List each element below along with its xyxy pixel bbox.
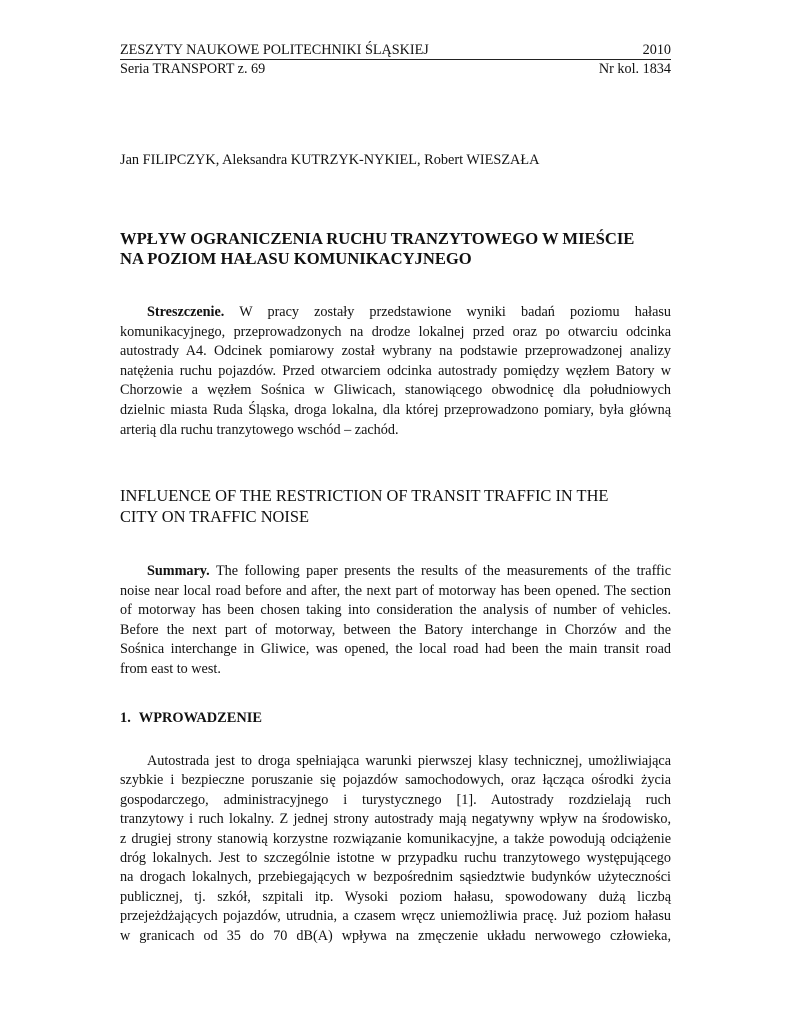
abstract-polish-line: dzielnic miasta Ruda Śląska, droga lokalna, dla której przeprowadzono pomiary, była główną [120, 401, 671, 418]
title-polish-line2: NA POZIOM HAŁASU KOMUNIKACYJNEGO [120, 249, 472, 268]
abstract-english-line: Sośnica interchange in Gliwice, was opened, the local road had been the main transit road [120, 641, 671, 658]
abstract-polish-line: natężenia ruchu pojazdów. Przed otwarciem odcinka autostrady pomiędzy węzłem Batory w [120, 362, 671, 379]
abstract-polish [120, 303, 671, 440]
section-heading [120, 709, 262, 727]
abstract-english-line [120, 562, 671, 582]
running-header [120, 41, 671, 78]
abstract-english-text: The following paper presents the results of the measurements of the traffic [215, 563, 672, 579]
body-line: na drogach lokalnych, przebiegających w bezpośrednim sąsiedztwie budynków użyteczności [120, 869, 671, 886]
body-line: Autostrada jest to droga spełniająca warunki pierwszej klasy technicznej, umożliwiająca [147, 753, 671, 769]
abstract-polish-line: autostrady A4. Odcinek pomiarowy został wybrany na podstawie przeprowadzonej analizy [120, 343, 671, 360]
title-polish-line1: WPŁYW OGRANICZENIA RUCHU TRANZYTOWEGO W MIEŚCIE [120, 229, 635, 248]
body-line: publicznej, tj. szkół, szpitali itp. Wysoki poziom hałasu, spowodowany dużą liczbą [120, 888, 671, 905]
journal-year: 2010 [642, 42, 671, 58]
abstract-english-line: of motorway has been chosen taking into consideration the analysis of number of vehicles. [120, 602, 671, 619]
body-line: z drugiej strony stanowią korzystne rozwiązanie komunikacyjne, a także powodują odciążenie [120, 830, 671, 847]
abstract-polish-line [120, 303, 671, 323]
journal-series: Seria TRANSPORT z. 69 [120, 61, 266, 77]
abstract-polish-line: arterią dla ruchu tranzytowego wschód – zachód. [120, 421, 399, 438]
abstract-english [120, 562, 671, 680]
abstract-polish-line: komunikacyjnego, przeprowadzonych na drodze lokalnej przed oraz po otwarciu odcinka [120, 323, 671, 340]
title-english-line1: INFLUENCE OF THE RESTRICTION OF TRANSIT TRAFFIC IN THE [120, 486, 609, 505]
running-header-line2 [120, 60, 671, 78]
running-header-line1 [120, 41, 671, 60]
body-line: przejeżdżających pojazdów, utrudnia, a czasem wręcz uniemożliwia pracę. Już poziom hałasu [120, 908, 671, 925]
paper-title-english [120, 486, 680, 527]
section-title: WPROWADZENIE [138, 710, 262, 726]
body-paragraph [120, 752, 671, 946]
abstract-english-line: from east to west. [120, 660, 221, 677]
body-line: tranzytowy i ruch lokalny. Z jednej strony autostrady mają negatywny wpływ na środowisko, [120, 811, 671, 828]
abstract-polish-line: Chorzowie a węzłem Sośnica w Gliwicach, stanowiącego obwodnicę dla południowych [120, 382, 671, 399]
abstract-polish-text: W pracy zostały przedstawione wyniki badań poziomu hałasu [239, 304, 671, 320]
abstract-english-line: Before the next part of motorway, between the Batory interchange in Chorzów and the [120, 621, 671, 638]
abstract-polish-lead: Streszczenie. [147, 304, 225, 320]
title-english-line2: CITY ON TRAFFIC NOISE [120, 506, 309, 526]
body-line: dróg lokalnych. Jest to szczególnie istotne w przypadku ruchu tranzytowego występującego [120, 850, 671, 867]
abstract-english-line: noise near local road before and after, the next part of motorway has been opened. The section [120, 582, 671, 599]
body-line: gospodarczego, administracyjnego i turystycznego [1]. Autostrady rozdzielają ruch [120, 791, 671, 808]
author-list: Jan FILIPCZYK, Aleksandra KUTRZYK-NYKIEL, Robert WIESZAŁA [120, 152, 540, 168]
body-line: szybkie i bezpieczne poruszanie się pojazdów samochodowych, oraz łącząca ośrodki życia [120, 772, 671, 789]
journal-number: Nr kol. 1834 [598, 61, 671, 77]
section-number: 1. [120, 710, 131, 726]
paper-title-polish [120, 229, 680, 269]
body-line: w granicach od 35 do 70 dB(A) wpływa na zmęczenie układu nerwowego człowieka, [120, 927, 671, 944]
abstract-english-lead: Summary. [147, 563, 210, 579]
journal-name: ZESZYTY NAUKOWE POLITECHNIKI ŚLĄSKIEJ [120, 42, 429, 58]
